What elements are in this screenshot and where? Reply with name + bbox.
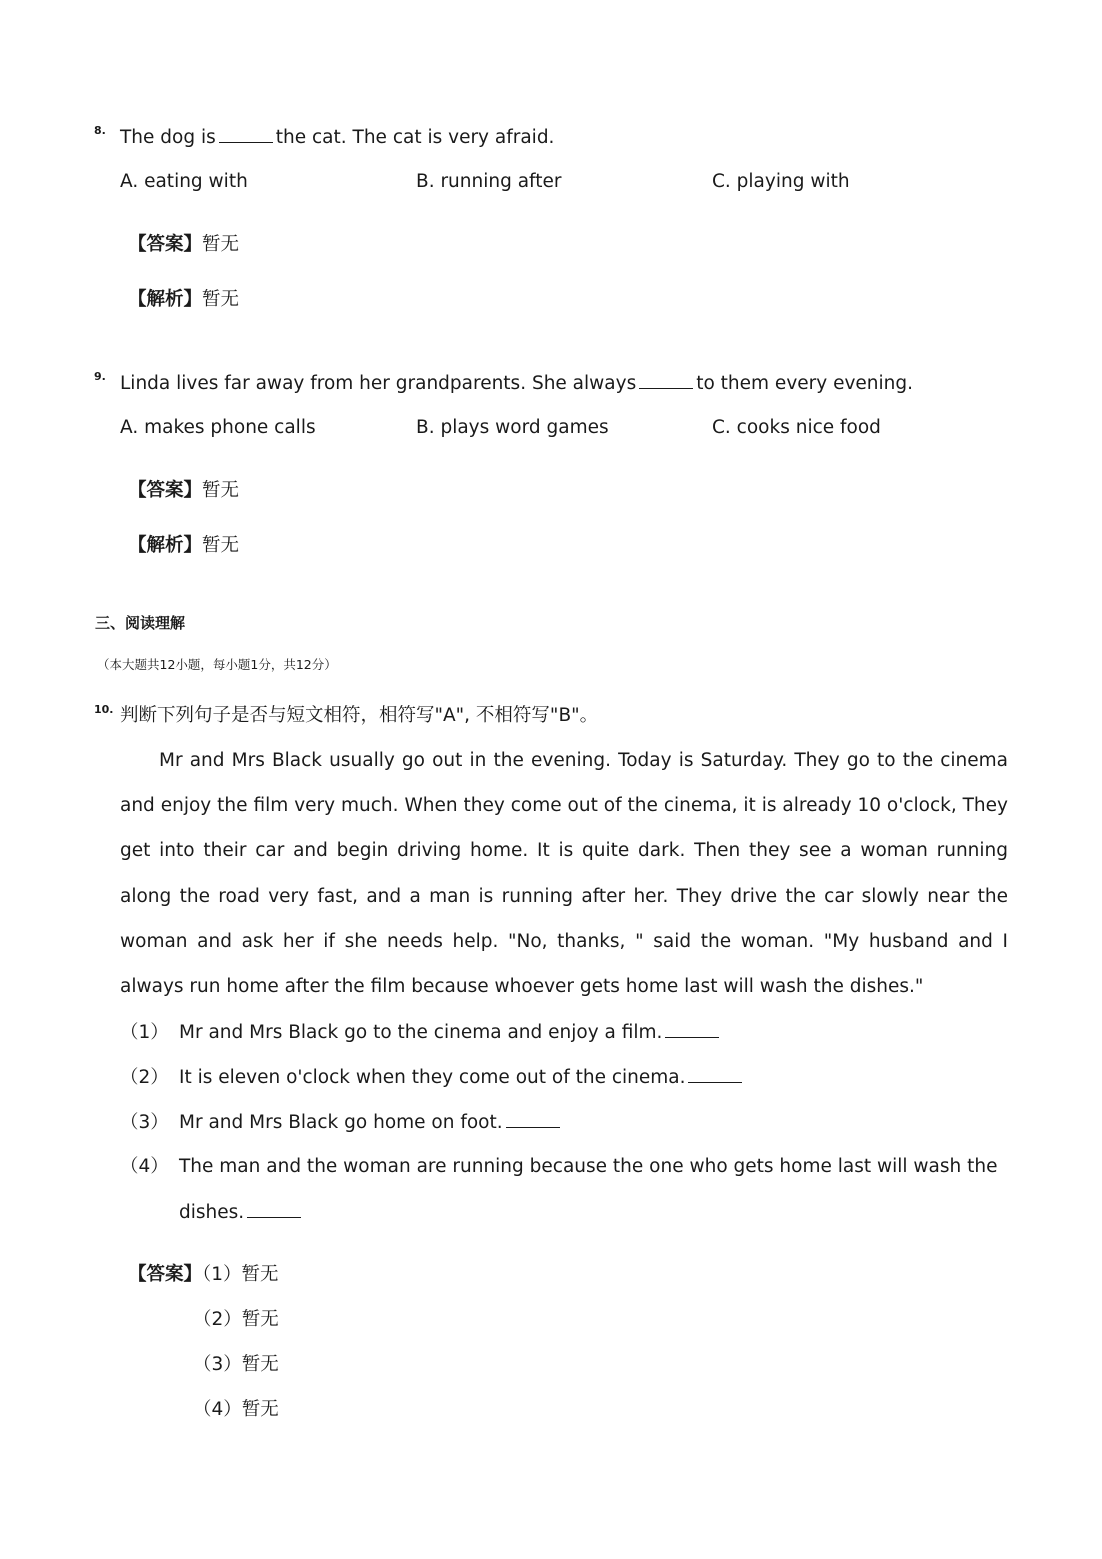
question-instruction: 判断下列句子是否与短文相符，相符写"A", 不相符写"B"。 bbox=[120, 705, 599, 726]
answer-value: 暂无 bbox=[241, 1399, 279, 1420]
answer-row bbox=[128, 480, 239, 502]
analysis-value: 暂无 bbox=[202, 535, 240, 556]
passage-text: Mr and Mrs Black usually go out in the evening. Today is Saturday. They go to the cinema and enjoy the film very much. When they come out of the cinema, it is already 10 o'clock, They get into their car and begin driving home. It is quite dark. Then they see a woman running along the road very fast, and a man is running after her. They drive the car slowly near the woman and ask her if she needs help. "No, thanks, " said the woman. "My husband and I always run home after the film because whoever gets home last will wash the dishes." bbox=[120, 750, 1008, 998]
answer-blank bbox=[219, 126, 273, 143]
reading-passage bbox=[120, 738, 1008, 1009]
item-text: Mr and Mrs Black go to the cinema and enjoy a film. bbox=[179, 1022, 663, 1043]
list-item-continued bbox=[179, 1201, 304, 1224]
analysis-label: 【解析】 bbox=[128, 535, 203, 556]
question-number: 10. bbox=[94, 703, 114, 716]
option-b: B. running after bbox=[416, 171, 562, 192]
answer-value: 暂无 bbox=[241, 1309, 279, 1330]
option-c: C. playing with bbox=[712, 171, 850, 192]
answer-number: （4） bbox=[193, 1399, 242, 1420]
item-text: It is eleven o'clock when they come out of the cinema. bbox=[179, 1067, 686, 1088]
item-number: （4） bbox=[120, 1156, 169, 1177]
answer-blank bbox=[506, 1111, 560, 1128]
answer-number: （1） bbox=[202, 1264, 242, 1285]
answer-blank bbox=[688, 1066, 742, 1083]
analysis-label: 【解析】 bbox=[128, 289, 203, 310]
answer-row bbox=[193, 1309, 279, 1331]
stem-text: the cat. The cat is very afraid. bbox=[275, 127, 555, 148]
item-number: （3） bbox=[120, 1112, 169, 1133]
stem-text: to them every evening. bbox=[696, 373, 914, 394]
item-text: Mr and Mrs Black go home on foot. bbox=[179, 1112, 503, 1133]
item-number: （2） bbox=[120, 1067, 169, 1088]
option-b: B. plays word games bbox=[416, 417, 609, 438]
option-a: A. makes phone calls bbox=[120, 417, 316, 438]
analysis-value: 暂无 bbox=[202, 289, 240, 310]
analysis-row bbox=[128, 289, 239, 311]
answer-blank bbox=[665, 1021, 719, 1038]
analysis-row bbox=[128, 535, 239, 557]
answer-label: 【答案】 bbox=[128, 234, 203, 255]
answer-blank bbox=[247, 1201, 301, 1218]
section-title: 三、阅读理解 bbox=[95, 614, 186, 632]
option-a: A. eating with bbox=[120, 171, 248, 192]
answer-row bbox=[128, 1264, 279, 1286]
answer-value: 暂无 bbox=[241, 1264, 279, 1285]
answer-row bbox=[193, 1354, 279, 1376]
answer-value: 暂无 bbox=[202, 480, 240, 501]
question-stem bbox=[120, 126, 554, 149]
answer-row bbox=[193, 1399, 279, 1421]
item-number: （1） bbox=[120, 1022, 169, 1043]
list-item bbox=[120, 1111, 563, 1134]
answer-value: 暂无 bbox=[241, 1354, 279, 1375]
section-note: （本大题共12小题，每小题1分，共12分） bbox=[97, 657, 337, 672]
question-stem bbox=[120, 372, 913, 395]
answer-number: （2） bbox=[193, 1309, 242, 1330]
answer-number: （3） bbox=[193, 1354, 242, 1375]
stem-text: The dog is bbox=[120, 127, 216, 148]
list-item bbox=[120, 1156, 998, 1178]
item-text: dishes. bbox=[179, 1202, 245, 1223]
question-number: 8. bbox=[94, 124, 106, 137]
question-number: 9. bbox=[94, 370, 106, 383]
option-c: C. cooks nice food bbox=[712, 417, 881, 438]
answer-row bbox=[128, 234, 239, 256]
list-item bbox=[120, 1066, 745, 1089]
answer-value: 暂无 bbox=[202, 234, 240, 255]
answer-blank bbox=[639, 372, 693, 389]
item-text: The man and the woman are running because the one who gets home last will wash the bbox=[179, 1156, 998, 1177]
stem-text: Linda lives far away from her grandparents. She always bbox=[120, 373, 637, 394]
answer-label: 【答案】 bbox=[128, 480, 203, 501]
answer-label: 【答案】 bbox=[128, 1264, 203, 1285]
list-item bbox=[120, 1021, 722, 1044]
